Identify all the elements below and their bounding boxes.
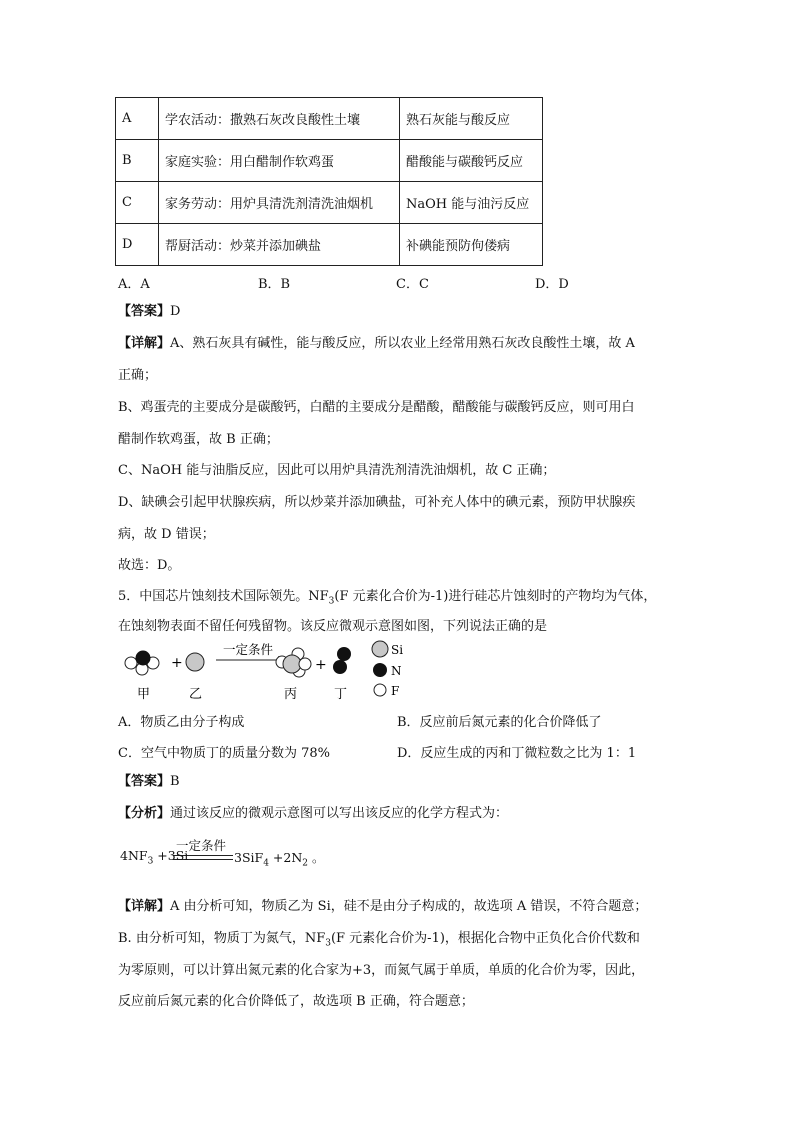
q5-stem-text: (F 元素化合价为-1)进行硅芯片蚀刻时的产物均为气体，: [334, 589, 657, 604]
row-activity: 家庭实验：用白醋制作软鸡蛋: [159, 140, 400, 182]
detail-sub: 3: [325, 938, 331, 949]
legend-n-swatch: [373, 663, 387, 677]
q4-choice-a: A．A: [118, 277, 150, 292]
row-reason: NaOH 能与油污反应: [400, 182, 543, 224]
answer-tag: 【答案】: [118, 304, 171, 319]
plus-sign: +: [171, 655, 183, 671]
legend: [372, 641, 403, 698]
legend-f-label: F: [391, 684, 400, 698]
q5-stem-line1: [118, 588, 656, 611]
row-reason: 补碘能预防佝偻病: [400, 224, 543, 266]
analysis-tag: 【分析】: [118, 806, 171, 821]
q4-detail-line: 醋制作软鸡蛋，故 B 正确；: [118, 432, 279, 447]
molecule-bing: [276, 648, 311, 677]
label-ding: 丁: [334, 687, 348, 702]
answer-value: B: [170, 774, 180, 789]
equation-term: +2N: [268, 850, 303, 865]
row-label: B: [116, 140, 159, 182]
label-jia: 甲: [137, 687, 151, 702]
q5-choice-a: A．物质乙由分子构成: [118, 715, 245, 730]
q5-detail-line: 反应前后氮元素的化合价降低了，故选项 B 正确，符合题意；: [118, 994, 474, 1009]
molecule-ding: [333, 647, 351, 674]
equation-sub: 4: [263, 858, 269, 869]
equation-condition: 一定条件: [176, 838, 227, 853]
row-activity: 学农活动：撒熟石灰改良酸性土壤: [159, 98, 400, 140]
equation-term: 。: [308, 850, 325, 865]
q4-answer-line: [118, 303, 180, 321]
equation-sub: 2: [302, 858, 308, 869]
answer-value: D: [170, 304, 181, 319]
reaction-condition: 一定条件: [223, 642, 274, 657]
equation-term: 3SiF: [234, 850, 264, 865]
options-table: [115, 97, 543, 266]
table-row: [116, 182, 543, 224]
q4-choice-c: C．C: [396, 277, 429, 292]
q4-detail-line: 病，故 D 错误；: [118, 527, 215, 542]
detail-tag: 【详解】: [118, 899, 171, 914]
legend-si-label: Si: [391, 643, 404, 657]
plus-sign: +: [315, 657, 327, 673]
equation-rhs: [234, 848, 324, 869]
equation-term: 4NF: [120, 848, 148, 863]
legend-n-label: N: [391, 664, 402, 678]
q4-choice-d: D．D: [535, 277, 569, 292]
q4-detail-line: 正确；: [118, 368, 158, 383]
row-activity: 家务劳动：用炉具清洗剂清洗油烟机: [159, 182, 400, 224]
analysis-text: 通过该反应的微观示意图可以写出该反应的化学方程式为：: [170, 806, 509, 821]
detail-text: B. 由分析可知，物质丁为氮气，NF: [118, 931, 326, 946]
label-yi: 乙: [189, 687, 203, 702]
table-row: [116, 98, 543, 140]
q4-detail-line: B、鸡蛋壳的主要成分是碳酸钙，白醋的主要成分是醋酸，醋酸能与碳酸钙反应，则可用白: [118, 400, 635, 415]
q5-choice-b: B．反应前后氮元素的化合价降低了: [397, 715, 602, 730]
molecule-jia: [125, 651, 159, 675]
q4-detail-line: D、缺碘会引起甲状腺疾病，所以炒菜并添加碘盐，可补充人体中的碘元素，预防甲状腺疾: [118, 495, 636, 510]
equation-sub: 3: [147, 856, 154, 867]
q5-answer-line: [118, 773, 180, 791]
label-bing: 丙: [284, 687, 298, 702]
q4-choice-b: B．B: [258, 277, 291, 292]
equation-term: +3Si: [153, 848, 189, 863]
row-reason: 熟石灰能与酸反应: [400, 98, 543, 140]
row-reason: 醋酸能与碳酸钙反应: [400, 140, 543, 182]
detail-text: A 由分析可知，物质乙为 Si，硅不是由分子构成的，故选项 A 错误，不符合题意；: [170, 899, 648, 914]
q4-detail-line: 故选：D。: [118, 558, 181, 573]
reaction-diagram: [118, 638, 418, 702]
row-activity: 帮厨活动：炒菜并添加碘盐: [159, 224, 400, 266]
equation-lhs: [120, 848, 188, 867]
q5-stem-text: 5．中国芯片蚀刻技术国际领先。NF: [118, 589, 329, 604]
q4-detail-line: [118, 335, 635, 353]
row-label: C: [116, 182, 159, 224]
detail-text: (F 元素化合价为-1)，根据化合物中正负化合价代数和: [330, 931, 640, 946]
row-label: D: [116, 224, 159, 266]
q4-detail-line: C、NaOH 能与油脂反应，因此可以用炉具清洗剂清洗油烟机，故 C 正确；: [118, 463, 556, 478]
q5-choice-d: D．反应生成的丙和丁微粒数之比为 1：1: [397, 746, 637, 761]
q5-detail-line: 为零原则，可以计算出氮元素的化合家为+3，而氮气属于单质，单质的化合价为零，因此，: [118, 963, 645, 978]
answer-tag: 【答案】: [118, 774, 171, 789]
detail-tag: 【详解】: [118, 336, 171, 351]
q5-detail-line: [118, 930, 640, 953]
q5-choice-c: C．空气中物质丁的质量分数为 78%: [118, 746, 330, 761]
row-label: A: [116, 98, 159, 140]
q5-stem-line2: 在蚀刻物表面不留任何残留物。该反应微观示意图如图，下列说法正确的是: [118, 619, 548, 634]
legend-f-swatch: [374, 684, 386, 696]
q5-stem-sub: 3: [328, 596, 335, 607]
q5-detail-line: [118, 898, 647, 916]
table-row: [116, 140, 543, 182]
detail-text: A、熟石灰具有碱性，能与酸反应，所以农业上经常用熟石灰改良酸性土壤，故 A: [170, 336, 635, 351]
q5-analysis-line: [118, 805, 508, 823]
atom-yi: [186, 653, 204, 671]
legend-si-swatch: [372, 641, 388, 657]
table-row: [116, 224, 543, 266]
